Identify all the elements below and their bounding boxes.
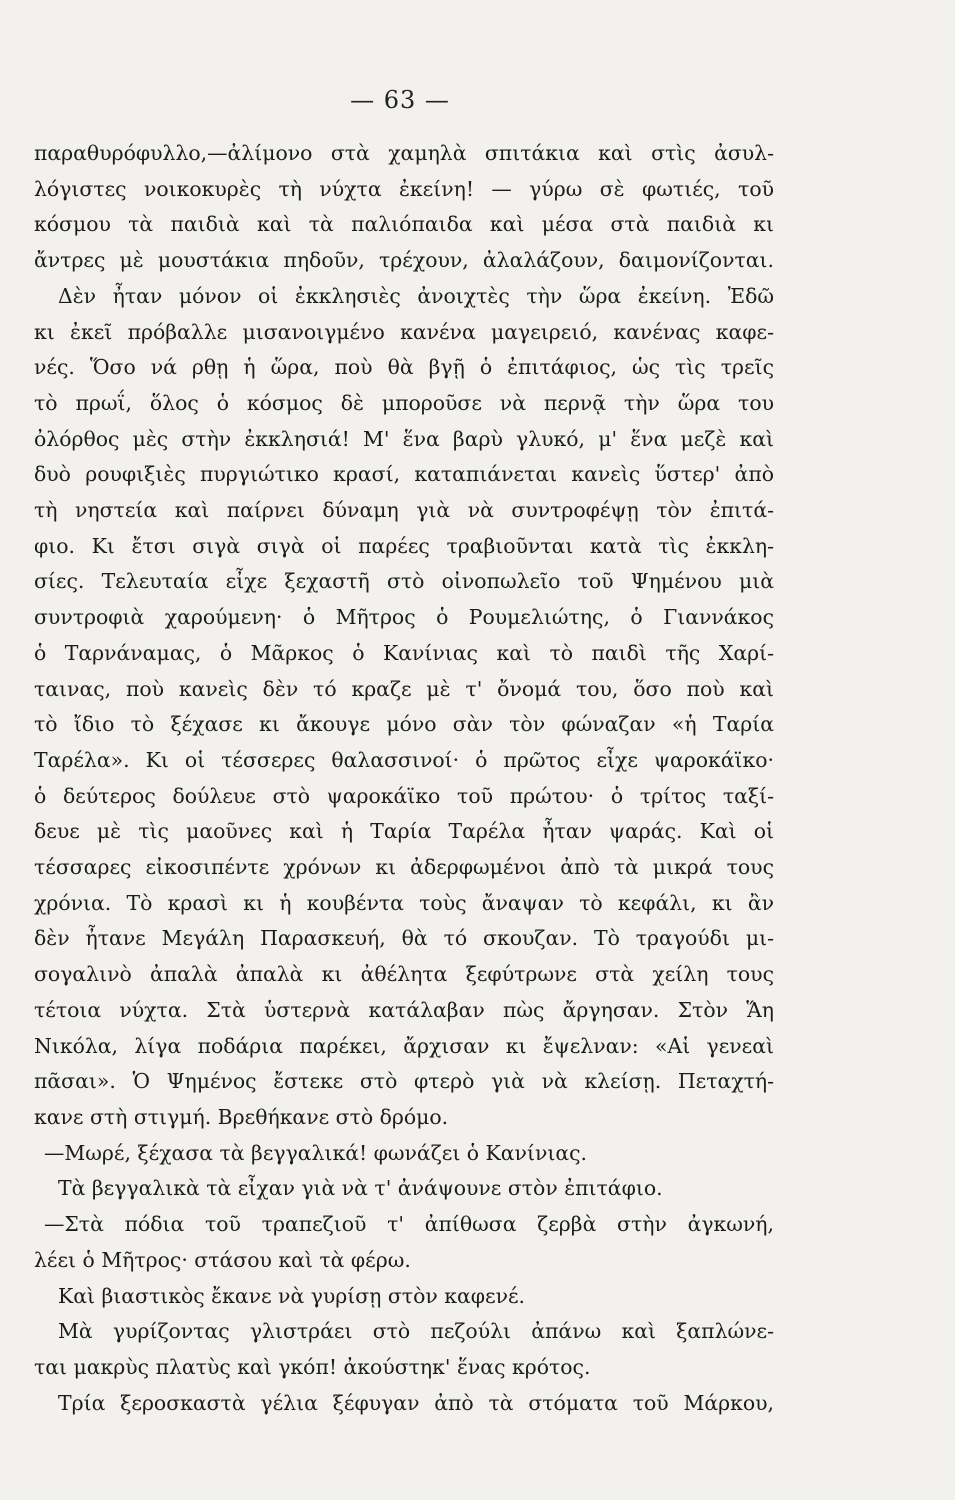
dialogue-line: —Στὰ πόδια τοῦ τραπεζιοῦ τ' ἀπίθωσα ζερβὰ στὴν ἀγκωνή, xyxy=(44,1212,774,1237)
text-line: τὸ ἴδιο τὸ ξέχασε κι ἄκουγε μόνο σὰν τὸν φώναζαν «ἡ Ταρία xyxy=(34,712,774,737)
text-line: ται μακρὺς πλατὺς καὶ γκόπ! ἀκούστηκ' ἕνας κρότος. xyxy=(34,1354,591,1379)
text-line: Τὰ βεγγαλικὰ τὰ εἶχαν γιὰ νὰ τ' ἀνάψουνε στὸν ἐπιτάφιο. xyxy=(58,1176,663,1201)
text-line: Καὶ βιαστικὸς ἔκανε νὰ γυρίσῃ στὸν καφενέ. xyxy=(58,1283,526,1308)
text-line: συντροφιὰ χαρούμενη· ὁ Μῆτρος ὁ Ρουμελιώτης, ὁ Γιαννάκος xyxy=(34,605,774,630)
text-line: τὸ πρωΐ, ὅλος ὁ κόσμος δὲ μποροῦσε νὰ περνᾷ τὴν ὥρα του xyxy=(34,390,774,415)
text-line: ἄντρες μὲ μουστάκια πηδοῦν, τρέχουν, ἀλαλάζουν, δαιμονίζονται. xyxy=(34,248,774,273)
text-line: τέσσαρες εἰκοσιπέντε χρόνων κι ἀδερφωμένοι ἀπὸ τὰ μικρά τους xyxy=(34,855,774,880)
text-line: Μὰ γυρίζοντας γλιστράει στὸ πεζούλι ἀπάνω καὶ ξαπλώνε- xyxy=(58,1319,774,1344)
text-line: Νικόλα, λίγα ποδάρια παρέκει, ἄρχισαν κι ἔψελναν: «Αἱ γενεαὶ xyxy=(34,1033,774,1058)
text-line: δευε μὲ τὶς μαοῦνες καὶ ἡ Ταρία Ταρέλα ἦταν ψαράς. Καὶ οἱ xyxy=(34,819,774,844)
text-line: λέει ὁ Μῆτρος· στάσου καὶ τὰ φέρω. xyxy=(34,1247,411,1272)
text-line: σογαλινὸ ἀπαλὰ ἀπαλὰ κι ἀθέλητα ξεφύτρωνε στὰ χείλη τους xyxy=(34,962,774,987)
text-line: κι ἐκεῖ πρόβαλλε μισανοιγμένο κανένα μαγειρειό, κανένας καφε- xyxy=(34,319,774,344)
text-line: νές. Ὅσο νά ρθῃ ἡ ὥρα, ποὺ θὰ βγῇ ὁ ἐπιτάφιος, ὡς τὶς τρεῖς xyxy=(34,355,774,380)
text-line: φιο. Κι ἔτσι σιγὰ σιγὰ οἱ παρέες τραβιοῦνται κατὰ τὶς ἐκκλη- xyxy=(34,533,774,558)
text-line: παραθυρόφυλλο,—ἀλίμονο στὰ χαμηλὰ σπιτάκια καὶ στὶς ἀσυλ- xyxy=(34,141,774,165)
text-line: Ταρέλα». Κι οἱ τέσσερες θαλασσινοί· ὁ πρῶτος εἶχε ψαροκάϊκο· xyxy=(34,747,774,772)
text-line: κόσμου τὰ παιδιὰ καὶ τὰ παλιόπαιδα καὶ μέσα στὰ παιδιὰ κι xyxy=(34,212,774,237)
text-line: Δὲν ἦταν μόνον οἱ ἐκκλησιὲς ἀνοιχτὲς τὴν ὥρα ἐκείνη. Ἐδῶ xyxy=(58,283,774,308)
text-line: τὴ νηστεία καὶ παίρνει δύναμη γιὰ νὰ συντροφέψῃ τὸν ἐπιτά- xyxy=(34,498,774,523)
text-line: Τρία ξεροσκαστὰ γέλια ξέφυγαν ἀπὸ τὰ στόματα τοῦ Μάρκου, xyxy=(58,1390,774,1415)
text-line: ὀλόρθος μὲς στὴν ἐκκλησιά! Μ' ἕνα βαρὺ γλυκό, μ' ἕνα μεζὲ καὶ xyxy=(34,426,774,451)
body-text xyxy=(34,136,774,1421)
text-line: χρόνια. Τὸ κρασὶ κι ἡ κουβέντα τοὺς ἄναψαν τὸ κεφάλι, κι ἂν xyxy=(34,890,774,915)
text-line: πᾶσαι». Ὁ Ψημένος ἔστεκε στὸ φτερὸ γιὰ νὰ κλείσῃ. Πεταχτή- xyxy=(34,1069,774,1094)
text-line: ταινας, ποὺ κανεὶς δὲν τό κραζε μὲ τ' ὄνομά του, ὅσο ποὺ καὶ xyxy=(34,676,774,701)
text-line: κανε στὴ στιγμή. Βρεθήκανε στὸ δρόμο. xyxy=(34,1104,449,1129)
text-line: ὁ δεύτερος δούλευε στὸ ψαροκάϊκο τοῦ πρώτου· ὁ τρίτος ταξί- xyxy=(34,783,774,808)
page-number: — 63 — xyxy=(350,86,450,114)
text-line: ὁ Ταρνάναμας, ὁ Μᾶρκος ὁ Κανίνιας καὶ τὸ παιδὶ τῆς Χαρί- xyxy=(34,640,774,665)
dialogue-line: —Μωρέ, ξέχασα τὰ βεγγαλικά! φωνάζει ὁ Κανίνιας. xyxy=(44,1140,588,1165)
text-line: δὲν ἦτανε Μεγάλη Παρασκευή, θὰ τό σκουζαν. Τὸ τραγούδι μι- xyxy=(34,926,774,951)
text-line: σίες. Τελευταία εἶχε ξεχαστῆ στὸ οἰνοπωλεῖο τοῦ Ψημένου μιὰ xyxy=(34,569,774,594)
text-line: δυὸ ρουφιξιὲς πυργιώτικο κρασί, καταπιάνεται κανεὶς ὕστερ' ἀπὸ xyxy=(34,462,774,487)
text-line: τέτοια νύχτα. Στὰ ὑστερνὰ κατάλαβαν πὼς ἄργησαν. Στὸν Ἅη xyxy=(34,997,774,1022)
text-line: λόγιστες νοικοκυρὲς τὴ νύχτα ἐκείνη! — γύρω σὲ φωτιές, τοῦ xyxy=(34,176,774,201)
